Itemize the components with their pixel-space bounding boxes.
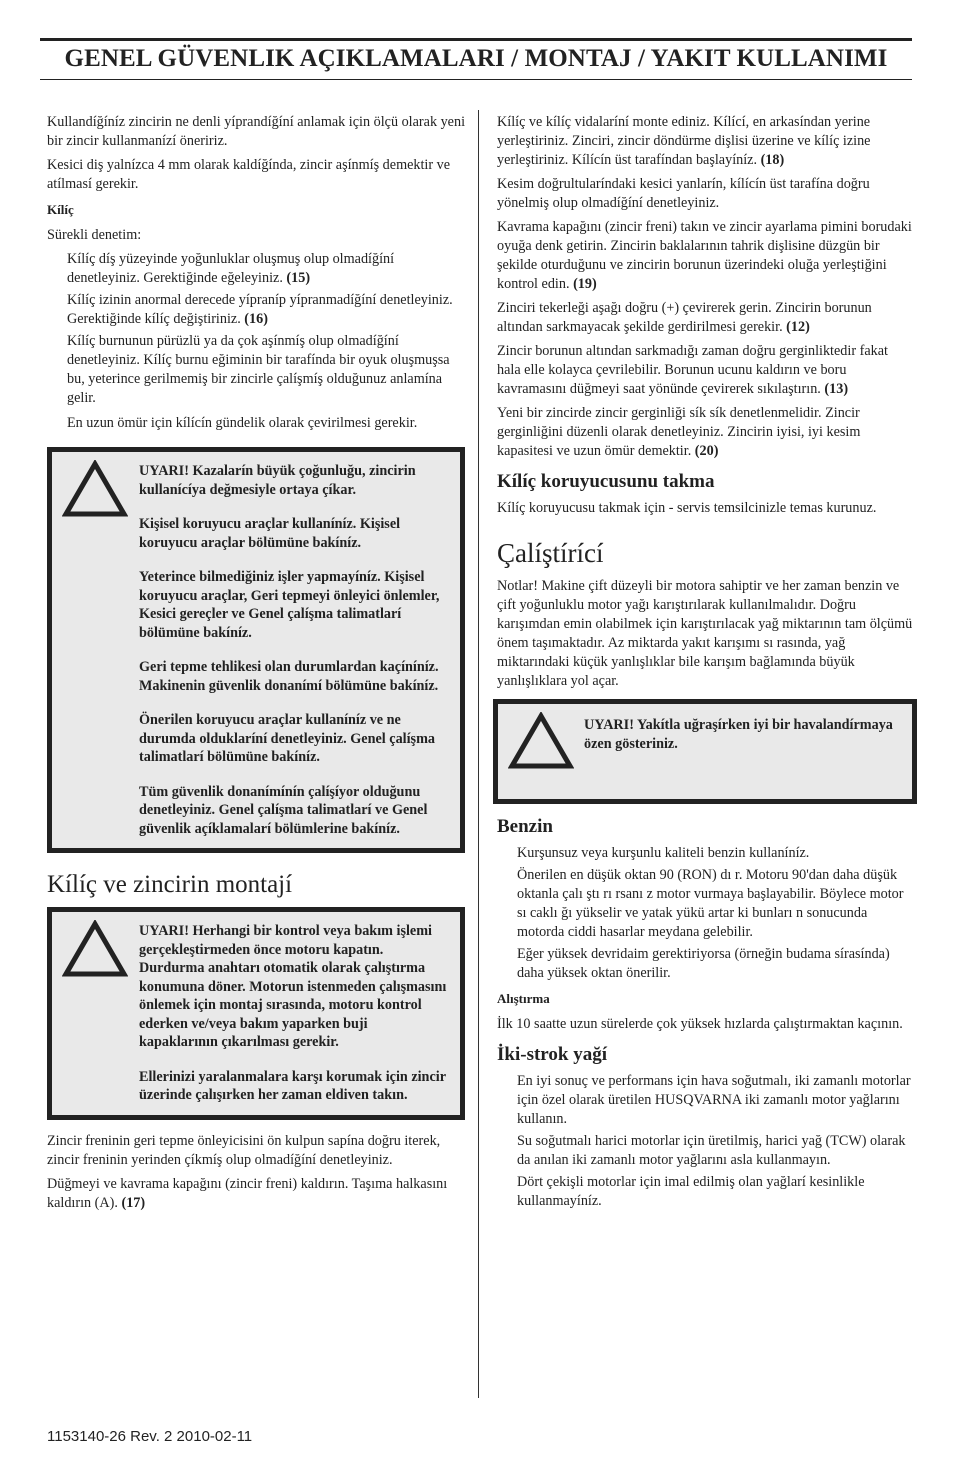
paragraph: Sürekli denetim: [47,227,142,243]
section-heading-ikistrok: İki-strok yağí [497,1044,607,1065]
figure-ref: (15) [286,270,311,286]
paragraph: Su soğutmalı harici motorlar için üretilmiş, harici yağ (TCW) olarak da anılan iki zamanlı motor yağlarını asla kullanmayın. [517,1133,906,1168]
paragraph: Kullandíğíníz zincirin ne denli yíprandíğíní anlamak için ölçü olarak yeni bir zincir kullanmanízí öneririz. [47,114,466,149]
check-text: Kílíç izinin anormal derecede yípraníp yípranmadíğíní denetleyiniz. Gerektiğinde kílíç değiştiriniz. [67,292,453,327]
warning-box [47,447,465,853]
right-column [497,113,915,1214]
figure-ref: (20) [694,443,719,459]
warning-box [493,699,917,804]
paragraph [497,342,915,399]
figure-ref: (17) [121,1194,146,1211]
section-heading-koruyucu: Kílíç koruyucusunu takma [497,471,715,492]
paragraph-text: Düğmeyi ve kavrama kapağını (zincir freni) kaldırın. Taşıma halkasını kaldırın (A). [47,1175,448,1211]
warning-text: UYARI! Herhangi bir kontrol veya bakım işlemi gerçekleştirmeden önce motoru kapatın. Durdurma anahtarı otomatik olarak çalıştırma konumuna döner. Motorun istenmeden çalışmasını önlemek için montaj sırasında, motoru kontrol ederken ve/veya bakım yaparken buji kapaklarının çıkarılması gerekir. [139,923,447,1050]
warning-text: Ellerinizi yaralanmalara karşı korumak için zincir üzerinde çalışırken her zaman eldiven takın. [139,1068,446,1103]
warning-text: Geri tepme tehlikesi olan durumlardan kaçíníníz. Makinenin güvenlik donanímí bölümüne bakíníz. [139,659,439,694]
section-heading-calistirici: Çalíştírící [497,538,604,568]
section-heading-benzin: Benzin [497,816,553,837]
check-item [67,250,465,288]
paragraph-text: Kavrama kapağını (zincir freni) takın ve zincir ayarlama pimini borudaki oyuğa denk getirin. Zincirin baklalarının tahrik dişlisine düzgün bir şekilde oturduğunu ve zincirin borunun üzerindeki oluğa yerleştiğini kontrol edin. [497,219,912,292]
paragraph: Dört çekişli motorlar için imal edilmiş olan yağlarí kesinlikle kullanmayíníz. [517,1174,865,1209]
check-item [67,291,465,329]
page-header [40,38,912,80]
paragraph: En uzun ömür için kílícín gündelik olarak çevirilmesi gerekir. [67,415,418,431]
warning-triangle-icon [508,712,574,770]
column-divider [478,110,479,1398]
warning-text: Kişisel koruyucu araçlar kullaníníz. Kişisel koruyucu araçlar bölümüne bakíníz. [139,516,401,551]
warning-triangle-icon [62,920,128,978]
paragraph: Zincir freninin geri tepme önleyicisini ön kulpun sapína doğru iterek, zincir freninin yerinden çíkmíş olup olmadíğíní denetleyiniz. [47,1132,441,1168]
warning-text: Tüm güvenlik donanímínín çalíşíyor olduğunu denetleyiniz. Genel çalíşma talimatlarí ve Genel güvenlik açíklamalarí bölümlerine bakíníz. [139,783,428,837]
section-heading-alistirma: Alıştırma [497,991,550,1006]
figure-ref: (18) [760,152,785,168]
warning-text: UYARI! Kazalarín büyük çoğunluğu, zincirin kullanícíya değmesiyle ortaya çíkar. [139,463,416,498]
paragraph [497,113,915,170]
footer-document-code: 1153140-26 Rev. 2 2010-02-11 [47,1428,253,1445]
warning-box [47,907,465,1120]
paragraph [47,1175,465,1213]
header-rule-bottom [40,79,912,80]
paragraph [497,404,915,461]
paragraph: Kílíç koruyucusu takmak için - servis temsilcinizle temas kurunuz. [497,500,877,516]
paragraph: Kurşunsuz veya kurşunlu kaliteli benzin kullaníníz. [517,845,810,861]
section-heading-montaj: Kílíç ve zincirin montají [47,871,293,898]
paragraph [497,299,915,337]
left-column [47,113,465,1218]
figure-ref: (13) [824,381,849,397]
warning-text: Önerilen koruyucu araçlar kullaníníz ve ne durumda olduklaríní denetleyiniz. Genel çalíşma talimatlarí bölümüne bakíníz. [139,712,435,765]
paragraph: En iyi sonuç ve performans için hava soğutmalı, iki zamanlı motorlar için özel olarak üretilen HUSQVARNA iki zamanlı motor yağlarını kullanın. [517,1073,911,1127]
figure-ref: (19) [573,276,597,292]
warning-triangle-icon [62,460,128,518]
figure-ref: (12) [786,319,810,335]
page-title: GENEL GÜVENLIK AÇIKLAMALARI / MONTAJ / YAKIT KULLANIMI [64,45,888,72]
check-text: Kílíç burnunun pürüzlü ya da çok aşínmíş olup olmadíğíní denetleyiniz. Kílíç burnu eğiminin bir tarafínda bir oyuk oluşmuşsa bu, yeterince gerilmemiş bir zincirle çalíşmíş olduğunuz anlamína gelir. [67,333,450,406]
figure-ref: (16) [244,311,268,327]
paragraph: Eğer yüksek devridaim gerektiriyorsa (örneğin budama sírasínda) daha yüksek oktan önerilir. [517,946,890,981]
paragraph-text: Zinciri tekerleği aşağı doğru (+) çevirerek gerin. Zincirin borunun altından sarkmayacak şekilde gerdirilmesi gerekir. [497,300,872,335]
paragraph-text: Yeni bir zincirde zincir gerginliği sík sík denetlenmelidir. Zincir gerginliğini düzenli olarak denetleyiniz. Zincirin iyisi, iyi kesim kapasitesi ve uzun ömür demektir. [497,405,861,459]
paragraph: Önerilen en düşük oktan 90 (RON) dı r. Motoru 90'dan daha düşük oktanla çalı ştı rı rsanı z motor vurmaya başlayabilir. Böylece motor sı caklı ğı yükselir ve yatak yükü artar ki bunları n sonucunda motorda ciddi hasarlar meydana gelebilir. [517,867,904,940]
check-item [67,332,465,408]
paragraph: İlk 10 saatte uzun sürelerde çok yüksek hızlarda çalıştırmaktan kaçının. [497,1016,903,1032]
section-heading-kilic: Kílíç [47,202,74,217]
paragraph-text: Kílíç ve kílíç vidalaríní monte ediniz. Kílící, en arkasíndan yerine yerleştiriniz. Zinciri, zincir döndürme dişlisi üzerine ve kílíç izine yerleştiriniz. Kílícín üst tarafíndan başlayíníz. [497,114,871,168]
warning-text: Yeterince bilmediğiniz işler yapmayíníz. Kişisel koruyucu araçlar, Geri tepmeyi önleyici önlemler, Kesici gereçler ve Genel çalíşma talimatlarí bölümüne bakíníz. [139,569,440,641]
paragraph: Kesim doğrultularíndaki kesici yanlarín, kílícín üst tarafína doğru yönelmiş olup olmadíğíní denetleyiniz. [497,176,870,211]
paragraph [497,218,915,294]
paragraph: Notlar! Makine çift düzeyli bir motora sahiptir ve her zaman benzin ve çift yoğunluklu motor yağı karıştırılarak kullanılmalıdır. Doğru karışımdan emin olabilmek için karıştırılacak yağ miktarının tam ölçümü önem taşımaktadır. Az miktarda yakıt karışımı sı rasında, yağ miktarındaki küçük yanlışlıklar bile karışım bağlamında büyük yanlışlıklara yol açar. [497,578,913,689]
paragraph-text: Zincir borunun altından sarkmadığı zaman doğru gerginliktedir fakat hala elle kolayca çevrilebilir. Borunun ucunu kaldırın ve boru kavramasını düğmeyi saat yönünde çevirerek sıkılaştırın. [497,343,888,397]
paragraph: Kesici diş yalnízca 4 mm olarak kaldíğínda, zincir aşínmíş demektir ve atílmasí gerekir. [47,157,451,192]
check-text: Kílíç díş yüzeyinde yoğunluklar oluşmuş olup olmadíğíní denetleyiniz. Gerektiğinde eğeleyiniz. [67,251,395,286]
warning-text: UYARI! Yakítla uğraşírken iyi bir havalandírmaya özen gösteriniz. [584,717,893,752]
